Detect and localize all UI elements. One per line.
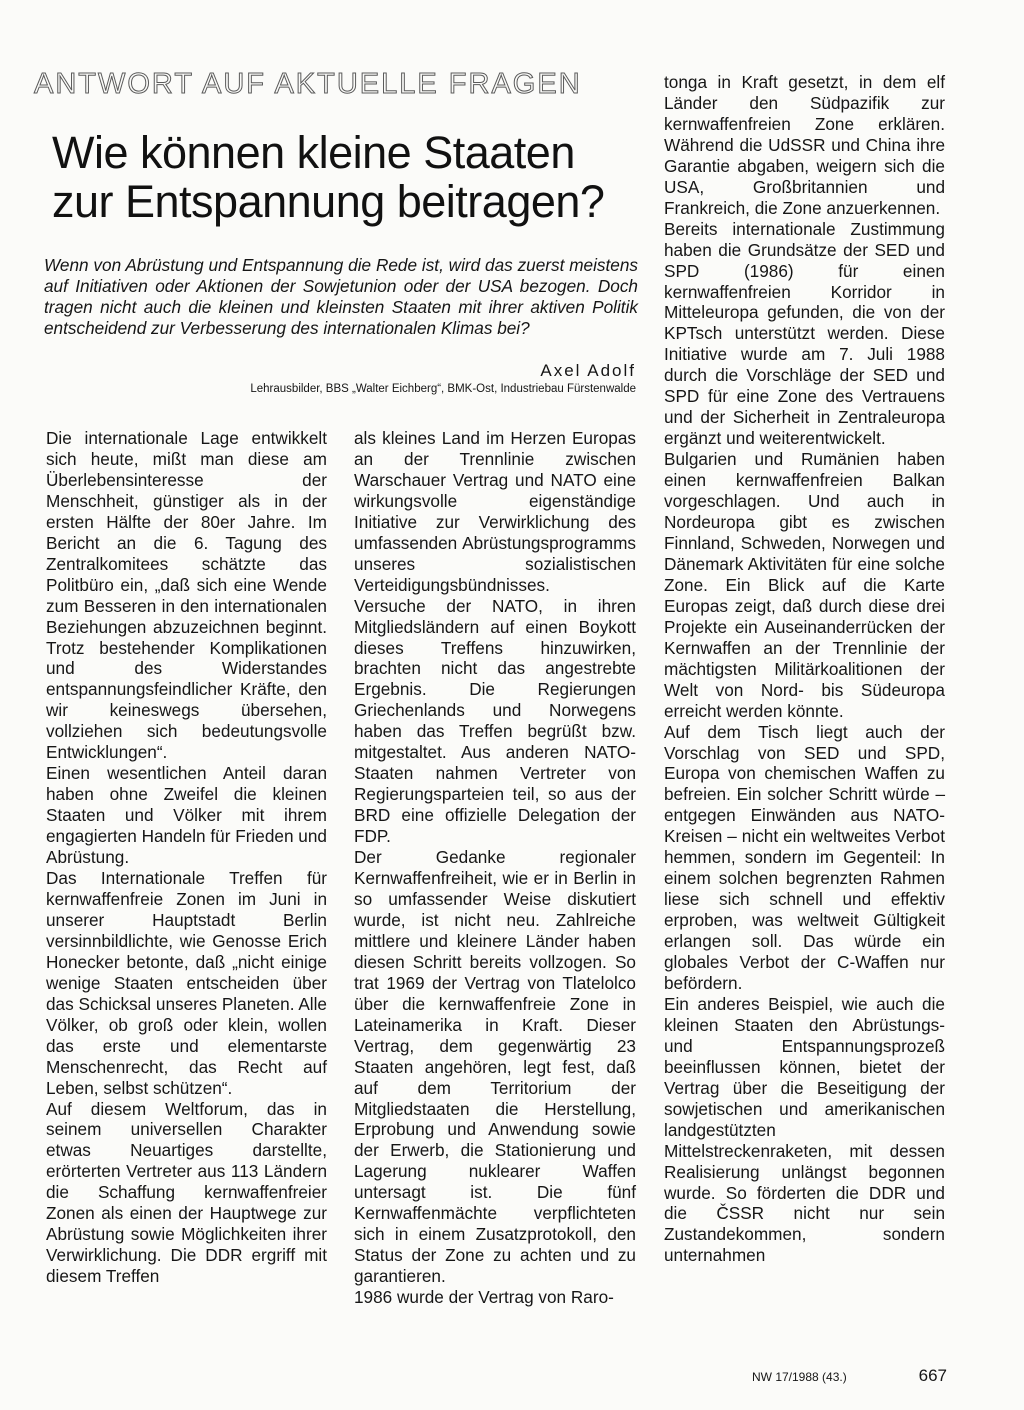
article-lead: Wenn von Abrüstung und Entspannung die Rede ist, wird das zuerst meistens auf Initiativen oder Aktionen der Sowjetunion oder der USA bezogen. Doch tragen nicht auch die kleinen und kleinsten Staaten mit ihrer aktiven Politik entscheidend zur Verbesserung des internationalen Klimas bei?: [44, 255, 638, 338]
paragraph: Auf diesem Weltforum, das in seinem universellen Charakter etwas Neuartiges darstellte, erörterten Vertreter aus 113 Ländern die Schaffung kernwaffenfreier Zonen als einen der Hauptwege zur Abrüstung sowie Möglichkeiten ihrer Verwirklichung. Die DDR ergriff mit diesem Treffen: [46, 1098, 327, 1287]
author-name: Axel Adolf: [540, 361, 636, 380]
paragraph: Die internationale Lage entwikkelt sich heute, mißt man diese am Überlebensinteresse der Menschheit, günstiger als in der ersten Hälfte der 80er Jahre. Im Bericht an die 6. Tagung des Zentralkomitees schätzte das Politbüro ein, „daß sich eine Wende zum Besseren in den internationalen Beziehungen abzuzeichnen beginnt. Trotz bestehender Komplikationen und des Widerstandes entspannungsfeindlicher Kräfte, den wir keineswegs übersehen, vollziehen sich bedeutungsvolle Entwicklungen“.: [46, 428, 327, 763]
paragraph: Bereits internationale Zustimmung haben die Grundsätze der SED und SPD (1986) für einen kernwaffenfreien Korridor in Mitteleuropa gefunden, die von der KPTsch unterstützt werden. Diese Initiative wurde am 7. Juli 1988 durch die Vorschläge der SED und SPD für eine Zone des Vertrauens und der Sicherheit in Zentraleuropa ergänzt und weiterentwickelt.: [664, 218, 945, 449]
paragraph: Bulgarien und Rumänien haben einen kernwaffenfreien Balkan vorgeschlagen. Und auch in Nordeuropa gibt es zwischen Finnland, Schweden, Norwegen und Dänemark Aktivitäten für eine solche Zone. Ein Blick auf die Karte Europas zeigt, daß durch diese drei Projekte ein Auseinanderrücken der Kernwaffen an der Trennlinie der mächtigsten Militärkoalitionen der Welt von Nord- bis Südeuropa erreicht werden könnte.: [664, 449, 945, 721]
author-affiliation: Lehrausbilder, BBS „Walter Eichberg“, BMK-Ost, Industriebau Fürstenwalde: [250, 383, 636, 395]
text-column-1: [46, 428, 327, 1287]
text-column-2: [354, 428, 636, 1308]
text-column-3: [664, 72, 945, 1266]
paragraph: Einen wesentlichen Anteil daran haben ohne Zweifel die kleinen Staaten und Völker mit ihrem engagierten Handeln für Frieden und Abrüstung.: [46, 763, 327, 868]
paragraph: Der Gedanke regionaler Kernwaffenfreiheit, wie er in Berlin in so umfassender Weise diskutiert wurde, ist nicht neu. Zahlreiche mittlere und kleinere Länder haben diesen Schritt bereits vollzogen. So trat 1969 der Vertrag von Tlatelolco über die kernwaffenfreie Zone in Lateinamerika in Kraft. Dieser Vertrag, dem gegenwärtig 23 Staaten angehören, legt fest, daß auf dem Territorium der Mitgliedstaaten die Herstellung, Erprobung und Anwendung sowie der Erwerb, die Stationierung und Lagerung nuklearer Waffen untersagt ist. Die fünf Kernwaffenmächte verpflichteten sich in einem Zusatzprotokoll, den Status der Zone zu achten und zu garantieren.: [354, 847, 636, 1287]
page-footer: [752, 1366, 947, 1386]
paragraph: Ein anderes Beispiel, wie auch die kleinen Staaten den Abrüstungs- und Entspannungsprozeß beeinflussen können, bietet der Vertrag über die Beseitigung der sowjetischen und amerikanischen landgestützten Mittelstreckenraketen, mit dessen Realisierung unlängst begonnen wurde. So förderten die DDR und die ČSSR nicht nur sein Zustandekommen, sondern unternahmen: [664, 993, 945, 1266]
paragraph: tonga in Kraft gesetzt, in dem elf Länder den Südpazifik zur kernwaffenfreien Zone erklären. Während die UdSSR und China ihre Garantie abgaben, weigern sich die USA, Großbritannien und Frankreich, die Zone anzuerkennen.: [664, 72, 945, 218]
article-title: Wie können kleine Staaten zur Entspannung beitragen?: [52, 127, 605, 227]
paragraph: 1986 wurde der Vertrag von Raro-: [354, 1287, 614, 1308]
issue-label: NW 17/1988 (43.): [752, 1370, 847, 1384]
paragraph: Auf dem Tisch liegt auch der Vorschlag von SED und SPD, Europa von chemischen Waffen zu befreien. Ein solcher Schritt würde – entgegen Einwänden aus NATO-Kreisen – nicht ein weltweites Verbot hemmen, sondern im Gegenteil: In einem solchen begrenzten Rahmen liese sich schnell und effektiv erproben, was weltweit Gültigkeit erlangen soll. Das würde ein globales Verbot der C-Waffen nur befördern.: [664, 721, 945, 993]
paragraph: Versuche der NATO, in ihren Mitgliedsländern auf einen Boykott dieses Treffens hinzuwirken, brachten nicht das angestrebte Ergebnis. Die Regierungen Griechenlands und Norwegens haben das Treffen begrüßt bzw. mitgestaltet. Aus anderen NATO-Staaten nahmen Vertreter von Regierungsparteien teil, so aus der BRD eine offizielle Delegation der FDP.: [354, 595, 636, 847]
section-kicker: ANTWORT AUF AKTUELLE FRAGEN: [34, 68, 582, 100]
paragraph: als kleines Land im Herzen Europas an der Trennlinie zwischen Warschauer Vertrag und NATO eine wirkungsvolle eigenständige Initiative zur Verwirklichung des umfassenden Abrüstungsprogramms unseres sozialistischen Verteidigungsbündnisses.: [354, 428, 636, 595]
paragraph: Das Internationale Treffen für kernwaffenfreie Zonen im Juni in unserer Hauptstadt Berlin versinnbildlichte, wie Genosse Erich Honecker betonte, daß „nicht einige wenige Staaten entscheiden über das Schicksal unseres Planeten. Alle Völker, ob groß oder klein, wollen das erste und elementarste Menschenrecht, das Recht auf Leben, selbst schützen“.: [46, 868, 327, 1098]
page-number: 667: [918, 1366, 947, 1385]
